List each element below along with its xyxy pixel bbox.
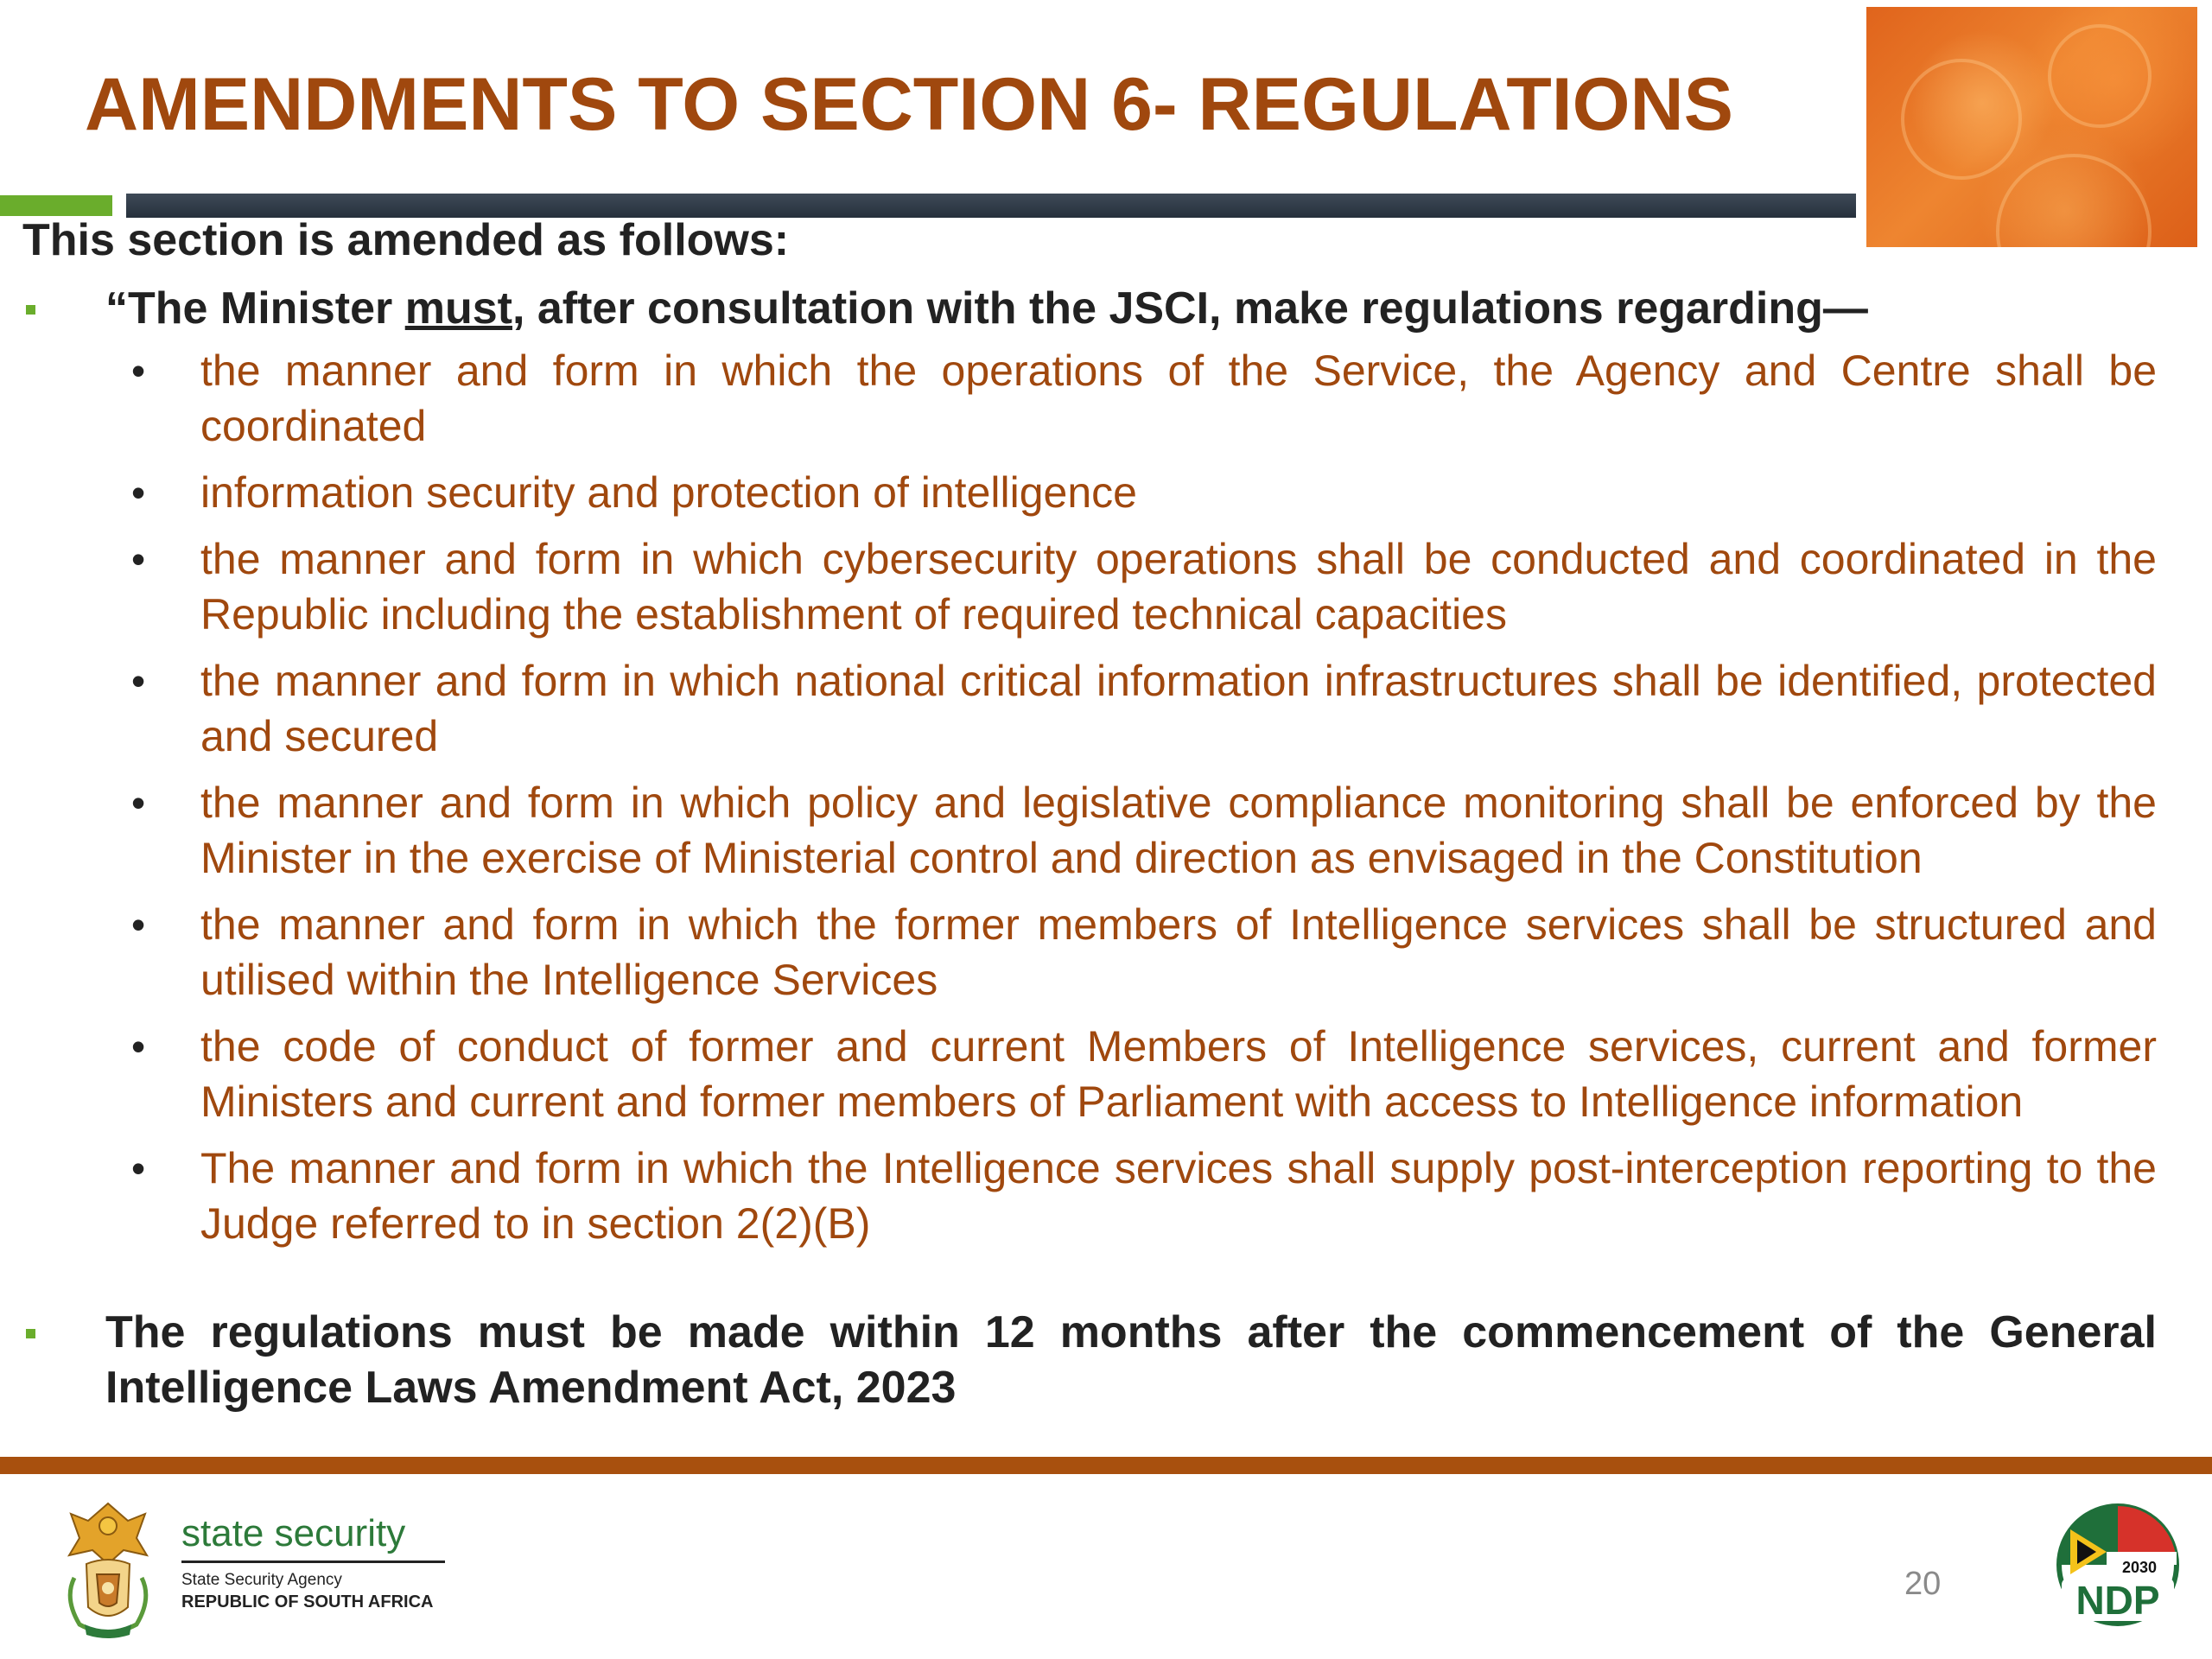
- black-dot-icon: •: [131, 537, 146, 582]
- sub-item-text: the manner and form in which policy and legislative compliance monitoring shall be enforced by the Minister in the exercise of Ministerial control and direction as envisaged in the Constitution: [200, 779, 2157, 882]
- decorative-ring: [1901, 59, 2022, 180]
- list-item: [105, 465, 2157, 520]
- green-square-icon: [26, 305, 35, 315]
- list-item: [105, 531, 2157, 642]
- list-item: [105, 653, 2157, 764]
- list-item: [105, 775, 2157, 886]
- sub-item-text: the manner and form in which national critical information infrastructures shall be identified, protected and secured: [200, 657, 2157, 760]
- title-accent-green-bar: [0, 195, 112, 216]
- green-square-icon: [26, 1329, 35, 1338]
- deadline-statement: The regulations must be made within 12 months after the commencement of the General Intelligence Laws Amendment Act, 2023: [105, 1307, 2157, 1413]
- intro-text: This section is amended as follows:: [22, 215, 790, 265]
- organisation-divider: [181, 1560, 445, 1563]
- black-dot-icon: •: [131, 470, 146, 515]
- list-item: [105, 1141, 2157, 1251]
- decorative-orange-tile: [1866, 7, 2197, 247]
- regulations-sub-list: [105, 343, 2157, 1251]
- organisation-subtitle: State Security Agency: [181, 1571, 342, 1589]
- main-bullet-item: [22, 1305, 2157, 1415]
- sub-item-text: information security and protection of intelligence: [200, 468, 1137, 517]
- black-dot-icon: •: [131, 902, 146, 947]
- organisation-name: state security: [181, 1512, 406, 1554]
- black-dot-icon: •: [131, 1146, 146, 1191]
- black-dot-icon: •: [131, 1024, 146, 1069]
- black-dot-icon: •: [131, 348, 146, 393]
- coat-of-arms-icon: [54, 1495, 162, 1642]
- statement-suffix: , after consultation with the JSCI, make regulations regarding—: [512, 283, 1868, 334]
- ndp-label: NDP: [2075, 1578, 2160, 1623]
- list-item: [105, 897, 2157, 1007]
- ndp-logo-icon: [2053, 1500, 2183, 1630]
- footer: [0, 1474, 2212, 1659]
- footer-divider: [0, 1457, 2212, 1474]
- slide-title: AMENDMENTS TO SECTION 6- REGULATIONS: [85, 63, 1733, 146]
- decorative-ring: [2048, 24, 2152, 128]
- main-bullet-item: [22, 281, 2157, 1251]
- minister-must-statement: [105, 281, 2157, 336]
- sub-item-text: the manner and form in which the former members of Intelligence services shall be structured and utilised within the Intelligence Services: [200, 900, 2157, 1004]
- sub-item-text: the manner and form in which the operations of the Service, the Agency and Centre shall be coordinated: [200, 346, 2157, 450]
- list-item: [105, 343, 2157, 454]
- organisation-block: [181, 1512, 449, 1613]
- black-dot-icon: •: [131, 658, 146, 703]
- sub-item-text: The manner and form in which the Intelligence services shall supply post-interception reporting to the Judge referred to in section 2(2)(B): [200, 1144, 2157, 1248]
- list-item: [105, 1019, 2157, 1129]
- black-dot-icon: •: [131, 780, 146, 825]
- main-bullet-list: [22, 281, 2157, 1415]
- ndp-year: 2030: [2121, 1559, 2158, 1576]
- page-number: 20: [1904, 1566, 1942, 1602]
- decorative-ring: [1996, 154, 2152, 247]
- sub-item-text: the manner and form in which cybersecurity operations shall be conducted and coordinated in the Republic including the establishment of required technical capacities: [200, 535, 2157, 639]
- statement-prefix: “The Minister: [105, 283, 405, 334]
- sub-item-text: the code of conduct of former and current Members of Intelligence services, current and former Ministers and current and former members of Parliament with access to Intelligence information: [200, 1022, 2157, 1126]
- country-name: REPUBLIC OF SOUTH AFRICA: [181, 1592, 434, 1611]
- statement-emphasis: must: [404, 283, 512, 334]
